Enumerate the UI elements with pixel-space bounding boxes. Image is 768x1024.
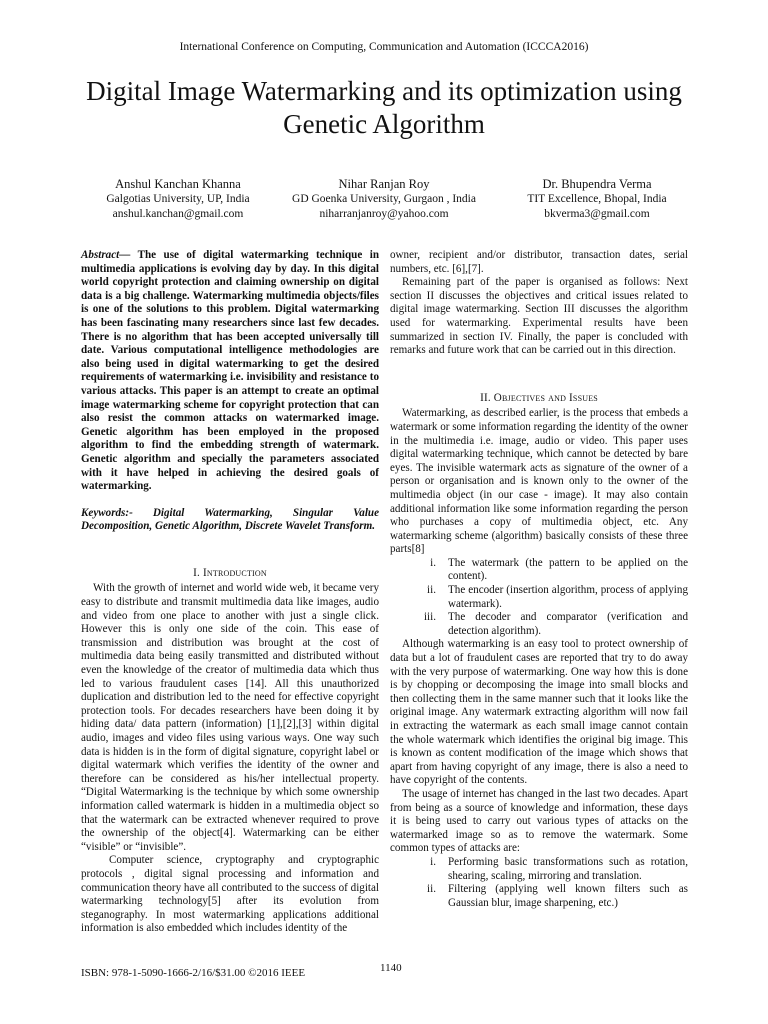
left-column — [81, 249, 379, 936]
section-heading-objectives: II. Objectives and Issues — [480, 391, 598, 404]
keywords: Keywords:- Digital Watermarking, Singular Value Decomposition, Genetic Algorithm, Discrete Wavelet Transform. — [81, 506, 379, 533]
abstract-label: Abstract— — [81, 249, 131, 261]
list-item: ii. The encoder (insertion algorithm, process of applying watermark). — [427, 584, 688, 610]
author-block-3 — [486, 176, 708, 221]
abstract — [81, 249, 379, 494]
author-name: Nihar Ranjan Roy — [338, 177, 430, 191]
watermark-parts-list — [390, 557, 688, 639]
author-affiliation: Galgotias University, UP, India — [106, 193, 250, 205]
paragraph: The usage of internet has changed in the last two decades. Apart from being as a source of knowledge and information, these days it is being used to carry out various types of attacks on the watermarked image so as to remove the watermark. Some common types of attacks are: — [390, 787, 688, 855]
author-email: niharranjanroy@yahoo.com — [319, 207, 449, 220]
paragraph: With the growth of internet and world wide web, it became very easy to distribute and transmit multimedia data like images, audio and video from one place to another with just a single click. However this is only one side of the coin. This ease of transmission and distribution was brought at the cost of multimedia data being easily transmitted and distributed without even the knowledge of the creator of multimedia data which thus led to various fraudulent cases [14]. All this unauthorized duplication and distribution led to the need for effective copyright protection tools. For decades researchers have been doing it by hiding data/ data pattern (information) [1],[2],[3] within digital audio, images and video files using various ways. One way such data is hidden is in the form of digital signature, copyright label or digital watermark which verifies the identity of the owner and therefore can be considered as his/her intellectual property. “Digital Watermarking is the technique by which some ownership information called watermark is hidden in a multimedia object so that the watermark can be extracted whenever required to prove the ownership of the object[4]. Watermarking can be either “visible” or “invisible”. — [81, 582, 379, 853]
attacks-list — [390, 856, 688, 910]
list-item: ii. Filtering (applying well known filters such as Gaussian blur, image sharpening, etc.) — [427, 883, 688, 909]
author-affiliation: GD Goenka University, Gurgaon , India — [292, 193, 476, 205]
section-heading-introduction: I. Introduction — [193, 566, 267, 579]
author-email: anshul.kanchan@gmail.com — [112, 207, 244, 220]
page-number: 1140 — [380, 962, 402, 974]
right-column — [390, 249, 688, 910]
list-item: i. The watermark (the pattern to be applied on the content). — [430, 556, 688, 583]
author-name: Dr. Bhupendra Verma — [542, 177, 652, 191]
footer-isbn: ISBN: 978-1-5090-1666-2/16/$31.00 ©2016 IEEE — [81, 967, 306, 979]
author-block-1 — [72, 176, 284, 221]
author-name: Anshul Kanchan Khanna — [115, 177, 241, 191]
list-item: iii. The decoder and comparator (verification and detection algorithm). — [423, 611, 688, 637]
paragraph: Computer science, cryptography and cryptographic protocols , digital signal processing and information and communication theory have all contributed to the success of digital watermarking technology[5] after its evolution from steganography. In most watermarking applications additional information is also embedded which includes identity of the — [81, 854, 379, 935]
author-block-2 — [274, 176, 494, 221]
conference-header: International Conference on Computing, Communication and Automation (ICCCA2016) — [179, 41, 589, 53]
author-affiliation: TIT Excellence, Bhopal, India — [527, 193, 667, 205]
author-email: bkverma3@gmail.com — [544, 207, 650, 220]
abstract-text: The use of digital watermarking technique in multimedia applications is evolving day by day. In this digital world copyright protection and claiming ownership on digital data is a big challenge. Watermarking multimedia objects/files is one of the solutions to this problem. Digital watermarking has been fascinating many researchers since last few decades. There is no algorithm that has been accepted universally till date. Various computational intelligence methodologies are also being used in digital watermarking to get the desired requirements of watermarking i.e. invisibility and resistance to various attacks. This paper is an attempt to create an optimal image watermarking scheme for copyright protection that can also resist the common attacks on watermarked image. Genetic algorithm has been employed in the proposed algorithm to find the embedding strength of watermark. Genetic algorithm and specially the parameters associated with it have helped in achieving the desired goals of watermarking. — [81, 249, 379, 493]
paragraph: Watermarking, as described earlier, is the process that embeds a watermark or some information regarding the identity of the owner in the multimedia i.e. image, audio or video. This paper uses digital watermarking technique, which cannot be detected by bare eyes. The invisible watermark acts as signature of the owner of a person or organisation and is known only to the owner of the multimedia object (in our case - image). It may also contain additional information like some information regarding the person who purchases a copy of multimedia object, etc. Any watermarking scheme (algorithm) basically consists of these three parts[8] — [390, 407, 688, 556]
list-item: i. Performing basic transformations such as rotation, shearing, scaling, mirroring and translation. — [430, 855, 688, 882]
paragraph: Although watermarking is an easy tool to protect ownership of data but a lot of fraudulent cases are reported that try to do away with the very purpose of watermarking. One way how this is done is by chopping or decomposing the image into small blocks and then collecting them in the same manner such that it looks like the original image. Any watermark extracting algorithm will now fail in extracting the watermark as each small image cannot contain the whole watermark which identifies the original big image. This is known as content modification of the image which shows that apart from having copyright of any image, there is also a need to have copyright of the contents. — [390, 638, 688, 787]
paper-title: Digital Image Watermarking and its optimization using Genetic Algorithm — [86, 76, 682, 139]
paragraph: owner, recipient and/or distributor, transaction dates, serial numbers, etc. [6],[7]. — [390, 249, 688, 275]
paragraph: Remaining part of the paper is organised as follows: Next section II discusses the objectives and critical issues related to digital image watermarking. Section III discusses the algorithm used for watermarking. Experimental results have been summarized in section IV. Finally, the paper is concluded with remarks and future work that can be carried out in this direction. — [390, 276, 688, 357]
